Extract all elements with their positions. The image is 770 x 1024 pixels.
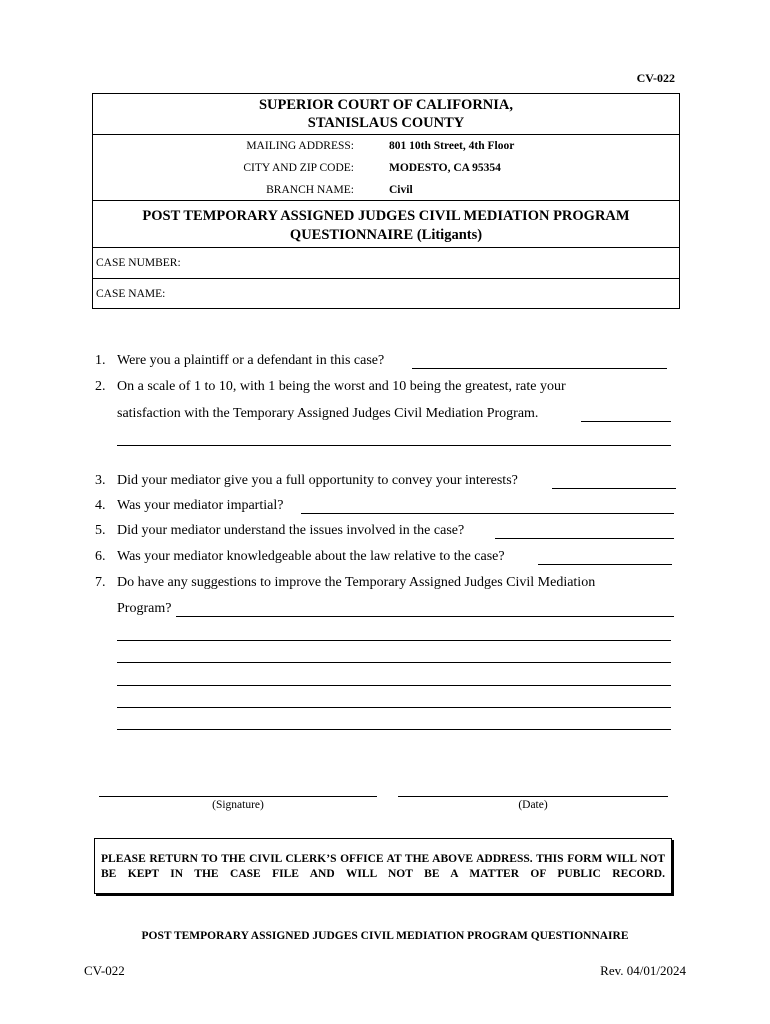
date-line[interactable] [398, 796, 668, 797]
question-3-text: Did your mediator give you a full opportunity to convey your interests? [117, 473, 518, 488]
question-6-text: Was your mediator knowledgeable about the law relative to the case? [117, 549, 505, 564]
notice-box [94, 838, 672, 894]
divider [93, 200, 679, 201]
question-5-number: 5. [95, 523, 106, 538]
case-number-label: CASE NUMBER: [96, 257, 181, 269]
branch-name-value: Civil [389, 184, 413, 196]
city-zip-value: MODESTO, CA 95354 [389, 162, 501, 174]
question-7-text: Do have any suggestions to improve the Temporary Assigned Judges Civil Mediation [117, 575, 596, 590]
answer-7-extra-line[interactable] [117, 729, 671, 730]
question-1-number: 1. [95, 353, 106, 368]
form-code: CV-022 [636, 71, 675, 85]
question-6-number: 6. [95, 549, 106, 564]
answer-7-extra-line[interactable] [117, 640, 671, 641]
divider [93, 247, 679, 248]
answer-6-line[interactable] [538, 564, 672, 565]
footer-title: POST TEMPORARY ASSIGNED JUDGES CIVIL MEDIATION PROGRAM QUESTIONNAIRE [141, 930, 629, 942]
answer-1-line[interactable] [412, 368, 667, 369]
form-title: POST TEMPORARY ASSIGNED JUDGES CIVIL MEDIATION PROGRAM QUESTIONNAIRE (Litigants) [142, 208, 630, 243]
question-4-text: Was your mediator impartial? [117, 498, 284, 513]
question-7-number: 7. [95, 575, 106, 590]
mailing-address-label: MAILING ADDRESS: [246, 140, 354, 152]
answer-4-line[interactable] [301, 513, 674, 514]
mailing-address-value: 801 10th Street, 4th Floor [389, 140, 515, 152]
footer-revision: Rev. 04/01/2024 [600, 963, 686, 978]
question-2-continued: satisfaction with the Temporary Assigned Judges Civil Mediation Program. [117, 406, 539, 421]
header-box [92, 93, 680, 309]
answer-3-line[interactable] [552, 488, 676, 489]
question-5-text: Did your mediator understand the issues involved in the case? [117, 523, 465, 538]
question-2-text: On a scale of 1 to 10, with 1 being the worst and 10 being the greatest, rate your [117, 379, 566, 394]
answer-5-line[interactable] [495, 538, 674, 539]
signature-label: (Signature) [212, 799, 264, 811]
answer-7-extra-line[interactable] [117, 685, 671, 686]
branch-name-label: BRANCH NAME: [266, 184, 354, 196]
answer-7-line[interactable] [176, 616, 674, 617]
city-zip-label: CITY AND ZIP CODE: [243, 162, 354, 174]
question-7-continued: Program? [117, 601, 172, 616]
question-4-number: 4. [95, 498, 106, 513]
answer-2-extra-line[interactable] [117, 445, 671, 446]
question-2-number: 2. [95, 379, 106, 394]
answer-7-extra-line[interactable] [117, 662, 671, 663]
court-name: SUPERIOR COURT OF CALIFORNIA, STANISLAUS COUNTY [258, 97, 514, 131]
divider [93, 278, 679, 279]
question-1-text: Were you a plaintiff or a defendant in this case? [117, 353, 385, 368]
question-3-number: 3. [95, 473, 106, 488]
case-name-label: CASE NAME: [96, 288, 166, 300]
date-label: (Date) [518, 799, 548, 811]
answer-7-extra-line[interactable] [117, 707, 671, 708]
signature-line[interactable] [99, 796, 377, 797]
answer-2-line[interactable] [581, 421, 671, 422]
divider [93, 134, 679, 135]
notice-text: PLEASE RETURN TO THE CIVIL CLERK’S OFFICE AT THE ABOVE ADDRESS. THIS FORM WILL NOT BE KEPT IN THE CASE FILE AND WILL NOT BE A MATTER OF PUBLIC RECORD. [101, 853, 665, 880]
footer-form-code: CV-022 [84, 963, 125, 978]
